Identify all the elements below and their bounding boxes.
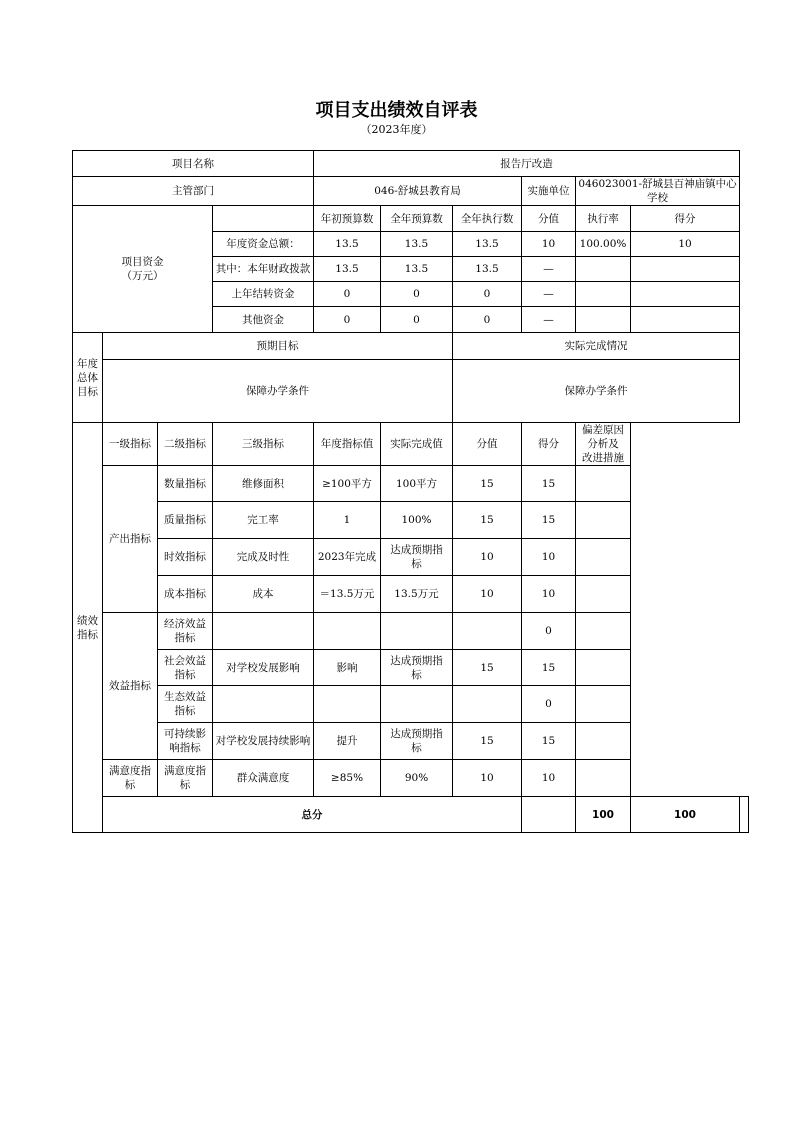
note-cell xyxy=(576,723,631,760)
got-cell: 10 xyxy=(522,539,576,576)
level1-cell: 满意度指 标 xyxy=(103,760,158,797)
score-cell xyxy=(453,686,522,723)
perf-header-cell: 得分 xyxy=(522,423,576,466)
perf-header-cell: 分值 xyxy=(453,423,522,466)
perf-header-cell: 三级指标 xyxy=(213,423,314,466)
total-actual xyxy=(522,797,576,833)
funds-header-cell: 全年执行数 xyxy=(453,206,522,232)
expected-goal-value: 保障办学条件 xyxy=(103,360,453,423)
total-label: 总分 xyxy=(103,797,522,833)
funds-row-label: 其他资金 xyxy=(213,307,314,333)
level3-cell: 完工率 xyxy=(213,502,314,539)
funds-cell xyxy=(631,282,740,307)
target-cell: ≥100平方 xyxy=(314,466,381,502)
dept-label: 主管部门 xyxy=(73,177,314,206)
actual-cell: 达成预期指 标 xyxy=(381,723,453,760)
actual-cell: 90% xyxy=(381,760,453,797)
level2-cell: 数量指标 xyxy=(158,466,213,502)
actual-cell: 13.5万元 xyxy=(381,576,453,613)
note-cell xyxy=(576,650,631,686)
note-cell xyxy=(576,576,631,613)
funds-row-label: 其中：本年财政拨款 xyxy=(213,257,314,282)
note-cell xyxy=(576,686,631,723)
level2-cell: 可持续影 响指标 xyxy=(158,723,213,760)
funds-cell: 13.5 xyxy=(381,257,453,282)
note-cell xyxy=(576,613,631,650)
actual-cell: 100% xyxy=(381,502,453,539)
score-cell: 15 xyxy=(453,723,522,760)
funds-cell: 13.5 xyxy=(314,257,381,282)
actual-goal-label: 实际完成情况 xyxy=(453,333,740,360)
page-title: 项目支出绩效自评表 xyxy=(315,100,478,121)
target-cell xyxy=(314,613,381,650)
funds-cell: 0 xyxy=(381,282,453,307)
funds-header-cell: 年初预算数 xyxy=(314,206,381,232)
level1-cell: 效益指标 xyxy=(103,613,158,760)
expected-goal-label: 预期目标 xyxy=(103,333,453,360)
actual-cell xyxy=(381,613,453,650)
level3-cell: 成本 xyxy=(213,576,314,613)
level3-cell xyxy=(213,613,314,650)
target-cell xyxy=(314,686,381,723)
funds-header-blank xyxy=(213,206,314,232)
funds-cell: — xyxy=(522,282,576,307)
score-cell: 10 xyxy=(453,760,522,797)
funds-cell: 0 xyxy=(381,307,453,333)
funds-label: 项目资金 （万元） xyxy=(73,206,213,333)
note-cell xyxy=(576,760,631,797)
level2-cell: 生态效益 指标 xyxy=(158,686,213,723)
page-subtitle: （2023年度） xyxy=(360,123,433,136)
got-cell: 15 xyxy=(522,502,576,539)
level2-cell: 社会效益 指标 xyxy=(158,650,213,686)
project-name-value: 报告厅改造 xyxy=(314,151,740,177)
note-cell xyxy=(576,502,631,539)
note-cell xyxy=(576,539,631,576)
actual-cell xyxy=(381,686,453,723)
perf-header-cell: 二级指标 xyxy=(158,423,213,466)
got-cell: 10 xyxy=(522,760,576,797)
funds-cell: 100.00% xyxy=(576,232,631,257)
got-cell: 15 xyxy=(522,723,576,760)
funds-row-label: 年度资金总额： xyxy=(213,232,314,257)
level2-cell: 质量指标 xyxy=(158,502,213,539)
funds-cell: 13.5 xyxy=(453,232,522,257)
level3-cell: 对学校发展持续影响 xyxy=(213,723,314,760)
funds-cell: 0 xyxy=(453,282,522,307)
unit-label: 实施单位 xyxy=(522,177,576,206)
level3-cell: 对学校发展影响 xyxy=(213,650,314,686)
actual-goal-value: 保障办学条件 xyxy=(453,360,740,423)
target-cell: 影响 xyxy=(314,650,381,686)
level2-cell: 满意度指 标 xyxy=(158,760,213,797)
score-cell: 10 xyxy=(453,539,522,576)
funds-cell xyxy=(576,282,631,307)
target-cell: ＝13.5万元 xyxy=(314,576,381,613)
dept-value: 046-舒城县教育局 xyxy=(314,177,522,206)
funds-cell xyxy=(631,307,740,333)
funds-cell: 13.5 xyxy=(314,232,381,257)
got-cell: 0 xyxy=(522,613,576,650)
level3-cell: 完成及时性 xyxy=(213,539,314,576)
score-cell: 10 xyxy=(453,576,522,613)
got-cell: 10 xyxy=(522,576,576,613)
funds-cell: — xyxy=(522,257,576,282)
funds-row-label: 上年结转资金 xyxy=(213,282,314,307)
score-cell: 15 xyxy=(453,502,522,539)
level2-cell: 时效指标 xyxy=(158,539,213,576)
perf-header-cell: 一级指标 xyxy=(103,423,158,466)
funds-header-cell: 执行率 xyxy=(576,206,631,232)
goals-label: 年度 总体 目标 xyxy=(73,333,103,423)
got-cell: 15 xyxy=(522,466,576,502)
actual-cell: 达成预期指 标 xyxy=(381,539,453,576)
level3-cell xyxy=(213,686,314,723)
unit-value: 046023001-舒城县百神庙镇中心学校 xyxy=(576,177,740,206)
total-got: 100 xyxy=(631,797,740,833)
level2-cell: 经济效益 指标 xyxy=(158,613,213,650)
target-cell: 1 xyxy=(314,502,381,539)
score-cell: 15 xyxy=(453,650,522,686)
note-cell xyxy=(576,466,631,502)
got-cell: 15 xyxy=(522,650,576,686)
funds-cell: 0 xyxy=(453,307,522,333)
funds-cell: — xyxy=(522,307,576,333)
perf-header-cell: 偏差原因分析及 改进措施 xyxy=(576,423,631,466)
performance-form xyxy=(72,150,749,833)
funds-cell: 10 xyxy=(631,232,740,257)
funds-header-cell: 得分 xyxy=(631,206,740,232)
funds-cell xyxy=(576,307,631,333)
target-cell: 2023年完成 xyxy=(314,539,381,576)
level1-cell: 产出指标 xyxy=(103,466,158,613)
funds-cell xyxy=(631,257,740,282)
performance-label: 绩效 指标 xyxy=(73,423,103,833)
funds-header-cell: 全年预算数 xyxy=(381,206,453,232)
actual-cell: 100平方 xyxy=(381,466,453,502)
perf-header-cell: 年度指标值 xyxy=(314,423,381,466)
funds-cell xyxy=(576,257,631,282)
level2-cell: 成本指标 xyxy=(158,576,213,613)
total-score: 100 xyxy=(576,797,631,833)
target-cell: ≥85% xyxy=(314,760,381,797)
score-cell: 15 xyxy=(453,466,522,502)
actual-cell: 达成预期指 标 xyxy=(381,650,453,686)
perf-header-cell: 实际完成值 xyxy=(381,423,453,466)
total-note xyxy=(740,797,749,833)
level3-cell: 群众满意度 xyxy=(213,760,314,797)
funds-cell: 0 xyxy=(314,282,381,307)
funds-header-cell: 分值 xyxy=(522,206,576,232)
got-cell: 0 xyxy=(522,686,576,723)
funds-cell: 10 xyxy=(522,232,576,257)
target-cell: 提升 xyxy=(314,723,381,760)
funds-cell: 0 xyxy=(314,307,381,333)
funds-cell: 13.5 xyxy=(381,232,453,257)
project-name-label: 项目名称 xyxy=(73,151,314,177)
score-cell xyxy=(453,613,522,650)
level3-cell: 维修面积 xyxy=(213,466,314,502)
funds-cell: 13.5 xyxy=(453,257,522,282)
